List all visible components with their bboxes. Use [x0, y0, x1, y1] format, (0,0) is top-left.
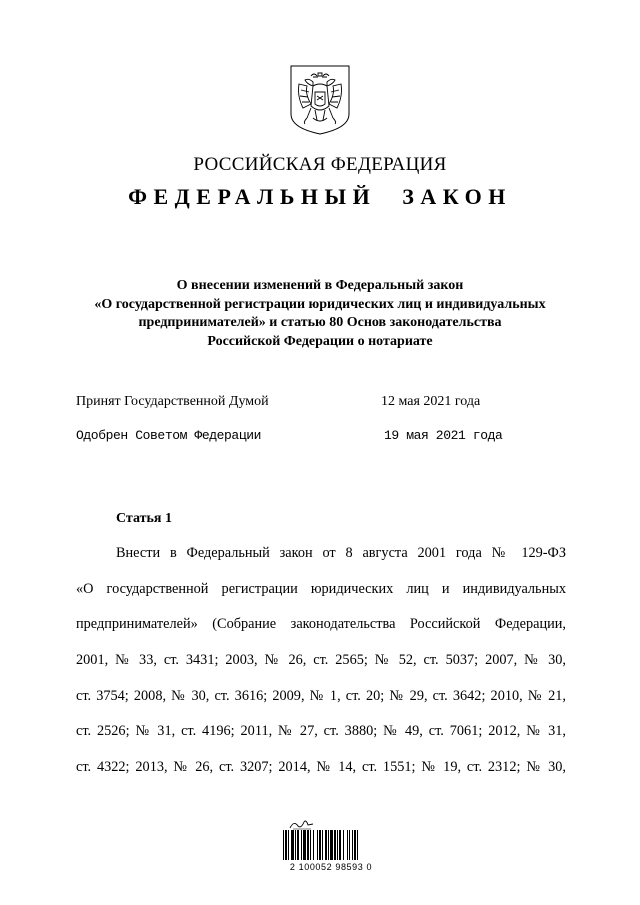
article-text-line: Внести в Федеральный закон от 8 августа 2001 года № 129-ФЗ — [116, 545, 566, 561]
article-text-line: «О государственной регистрации юридических лиц и индивидуальных — [76, 580, 566, 597]
adoption-date: 12 мая 2021 года — [381, 394, 481, 409]
adoption-row — [76, 394, 576, 410]
law-type-heading: ФЕДЕРАЛЬНЫЙ ЗАКОН — [128, 184, 512, 209]
country-name: РОССИЙСКАЯ ФЕДЕРАЦИЯ — [193, 154, 447, 175]
adoption-label: Принят Государственной Думой — [76, 394, 269, 409]
coat-of-arms-emblem-icon — [289, 64, 351, 136]
law-title-line: «О государственной регистрации юридических лиц и индивидуальных — [94, 296, 546, 312]
law-title-line: О внесении изменений в Федеральный закон — [176, 278, 464, 293]
law-title — [60, 277, 580, 351]
article-body — [76, 544, 566, 794]
approval-row — [76, 428, 576, 443]
law-title-line: предпринимателей» и статью 80 Основ законодательства — [138, 315, 502, 330]
law-title-line: Российской Федерации о нотариате — [207, 333, 433, 349]
article-heading: Статья 1 — [116, 511, 172, 526]
barcode-number: 2 100052 98593 0 — [289, 862, 373, 872]
article-text-line: 2001, № 33, ст. 3431; 2003, № 26, ст. 2565; № 52, ст. 5037; 2007, № 30, — [76, 652, 566, 669]
approval-date: 19 мая 2021 года — [384, 428, 503, 443]
approval-label: Одобрен Советом Федерации — [76, 428, 262, 443]
signature-mark-icon — [289, 818, 315, 830]
barcode-bars-icon — [283, 830, 379, 860]
article-text-line: ст. 3754; 2008, № 30, ст. 3616; 2009, № 1, ст. 20; № 29, ст. 3642; 2010, № 21, — [76, 687, 566, 704]
article-text-line: ст. 4322; 2013, № 26, ст. 3207; 2014, № 14, ст. 1551; № 19, ст. 2312; № 30, — [76, 759, 566, 776]
article-text-line: ст. 2526; № 31, ст. 4196; 2011, № 27, ст. 3880; № 49, ст. 7061; 2012, № 31, — [76, 723, 566, 740]
article-text-line: предпринимателей» (Собрание законодательства Российской Федерации, — [76, 616, 566, 633]
barcode — [283, 818, 379, 878]
